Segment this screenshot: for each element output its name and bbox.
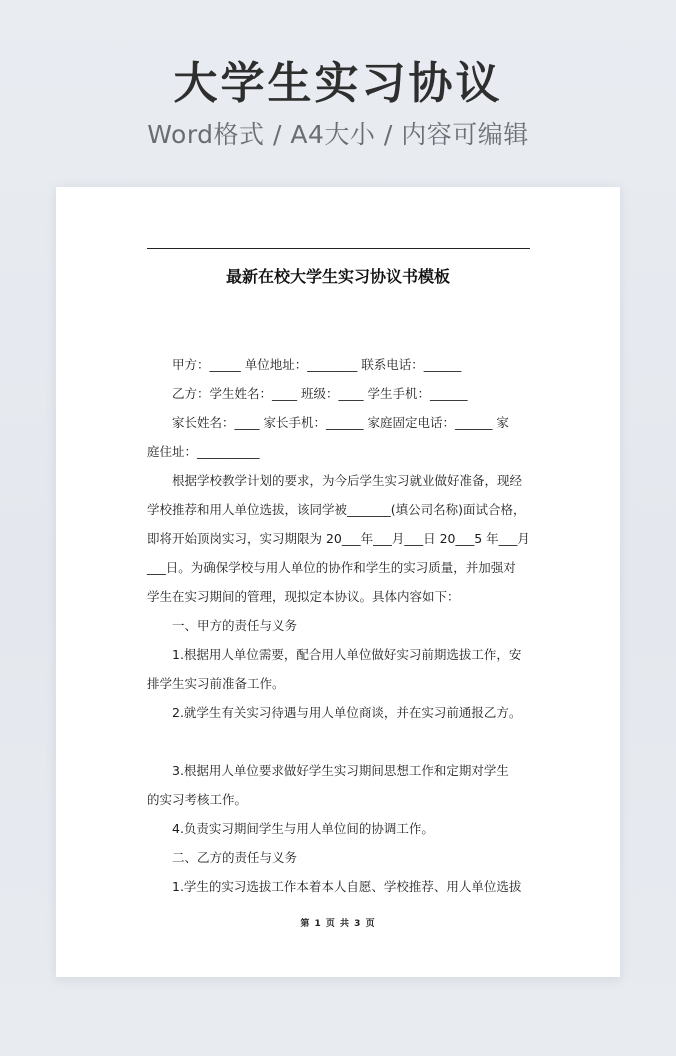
clause-line: 的实习考核工作。 xyxy=(147,792,248,807)
paragraph-line: 学生在实习期间的管理，现拟定本协议。具体内容如下： xyxy=(147,589,460,604)
hero-subtitle: Word格式 / A4大小 / 内容可编辑 xyxy=(147,120,529,149)
document-title: 最新在校大学生实习协议书模板 xyxy=(225,267,450,286)
party-a-line: 甲方：_____ 单位地址：________ 联系电话：______ xyxy=(172,357,462,372)
header-rule xyxy=(147,248,530,249)
paragraph-line: ___日。为确保学校与用人单位的协作和学生的实习质量，并加强对 xyxy=(147,560,516,575)
address-line: 庭住址：__________ xyxy=(147,444,260,459)
document-body xyxy=(147,350,530,901)
document-page xyxy=(56,187,620,977)
blank-line xyxy=(147,727,530,756)
clause-line: 4.负责实习期间学生与用人单位间的协调工作。 xyxy=(172,821,434,836)
paragraph-line: 即将开始顶岗实习，实习期限为 20___年___月___日 20___5 年___月 xyxy=(147,531,530,546)
section-heading: 二、乙方的责任与义务 xyxy=(172,850,298,865)
parent-line: 家长姓名：____ 家长手机：______ 家庭固定电话：______ 家 xyxy=(172,415,509,430)
hero-title: 大学生实习协议 xyxy=(173,58,503,109)
page-number: 第 1 页 共 3 页 xyxy=(300,919,376,929)
clause-line: 2.就学生有关实习待遇与用人单位商谈，并在实习前通报乙方。 xyxy=(172,705,522,720)
party-b-line: 乙方：学生姓名：____ 班级：____ 学生手机：______ xyxy=(172,386,468,401)
clause-line: 3.根据用人单位要求做好学生实习期间思想工作和定期对学生 xyxy=(172,763,509,778)
paragraph-line: 学校推荐和用人单位选拔，该同学被_______(填公司名称)面试合格， xyxy=(147,502,526,517)
clause-line: 排学生实习前准备工作。 xyxy=(147,676,285,691)
section-heading: 一、甲方的责任与义务 xyxy=(172,618,298,633)
clause-line: 1.根据用人单位需要，配合用人单位做好实习前期选拔工作，安 xyxy=(172,647,522,662)
clause-line: 1.学生的实习选拔工作本着本人自愿、学校推荐、用人单位选拔 xyxy=(172,879,522,894)
paragraph-line: 根据学校教学计划的要求，为今后学生实习就业做好准备，现经 xyxy=(172,473,523,488)
